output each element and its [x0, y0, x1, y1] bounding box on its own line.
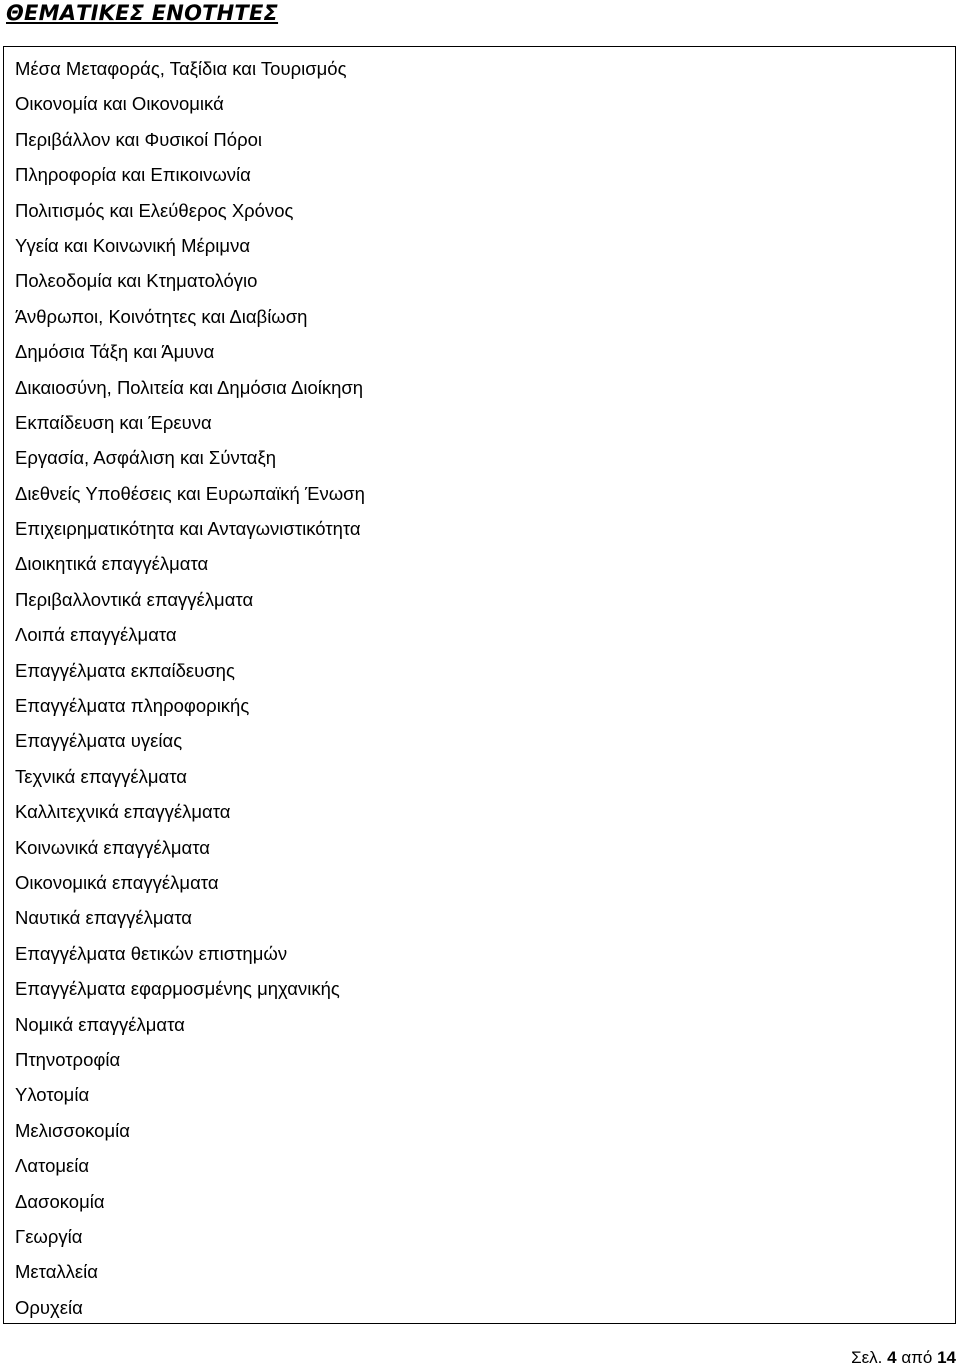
topic-item: Καλλιτεχνικά επαγγέλματα — [15, 801, 231, 823]
topic-item: Μεταλλεία — [15, 1261, 98, 1283]
total-pages-number: 14 — [937, 1348, 956, 1367]
topic-item: Κοινωνικά επαγγέλματα — [15, 836, 210, 858]
topic-item: Υλοτομία — [15, 1084, 90, 1106]
topic-item: Λοιπά επαγγέλματα — [15, 624, 177, 646]
topic-item: Εργασία, Ασφάλιση και Σύνταξη — [15, 447, 277, 469]
topic-item: Οικονομικά επαγγέλματα — [15, 871, 219, 893]
topic-item: Δασοκομία — [15, 1190, 105, 1212]
topic-item: Δημόσια Τάξη και Άμυνα — [15, 341, 215, 363]
current-page-number: 4 — [887, 1348, 897, 1367]
topic-item: Δικαιοσύνη, Πολιτεία και Δημόσια Διοίκηση — [15, 376, 364, 398]
page-number-footer — [851, 1347, 956, 1369]
topics-list — [15, 56, 365, 1330]
topic-item: Λατομεία — [15, 1155, 90, 1177]
topic-item: Υγεία και Κοινωνική Μέριμνα — [15, 234, 251, 256]
topic-item: Επιχειρηματικότητα και Ανταγωνιστικότητα — [15, 518, 361, 540]
section-heading: ΘΕΜΑΤΙΚΕΣ ΕΝΟΤΗΤΕΣ — [6, 1, 279, 25]
topic-item: Περιβαλλοντικά επαγγέλματα — [15, 588, 254, 610]
topic-item: Οικονομία και Οικονομικά — [15, 93, 224, 115]
topic-item: Πολιτισμός και Ελεύθερος Χρόνος — [15, 199, 294, 221]
topic-item: Πολεοδομία και Κτηματολόγιο — [15, 270, 258, 292]
topic-item: Μελισσοκομία — [15, 1119, 130, 1141]
topic-item: Τεχνικά επαγγέλματα — [15, 765, 187, 787]
topic-item: Άνθρωποι, Κοινότητες και Διαβίωση — [15, 305, 308, 327]
topic-item: Ναυτικά επαγγέλματα — [15, 907, 192, 929]
topic-item: Ορυχεία — [15, 1296, 83, 1318]
topic-item: Επαγγέλματα πληροφορικής — [15, 695, 250, 717]
topic-item: Εκπαίδευση και Έρευνα — [15, 411, 212, 433]
topic-item: Πληροφορία και Επικοινωνία — [15, 164, 251, 186]
topic-item: Διεθνείς Υποθέσεις και Ευρωπαϊκή Ένωση — [15, 482, 365, 504]
topic-item: Επαγγέλματα εφαρμοσμένης μηχανικής — [15, 978, 340, 1000]
topic-item: Διοικητικά επαγγέλματα — [15, 553, 209, 575]
page-separator: από — [901, 1348, 933, 1367]
topic-item: Περιβάλλον και Φυσικοί Πόροι — [15, 128, 262, 150]
page-prefix: Σελ. — [851, 1348, 883, 1367]
topic-item: Γεωργία — [15, 1225, 83, 1247]
topic-item: Νομικά επαγγέλματα — [15, 1013, 185, 1035]
topic-item: Επαγγέλματα υγείας — [15, 730, 183, 752]
topic-item: Μέσα Μεταφοράς, Ταξίδια και Τουρισμός — [15, 58, 347, 79]
topics-box — [3, 46, 956, 1324]
topic-item: Πτηνοτροφία — [15, 1048, 121, 1070]
topic-item: Επαγγέλματα θετικών επιστημών — [15, 942, 288, 964]
topic-item: Επαγγέλματα εκπαίδευσης — [15, 659, 235, 681]
